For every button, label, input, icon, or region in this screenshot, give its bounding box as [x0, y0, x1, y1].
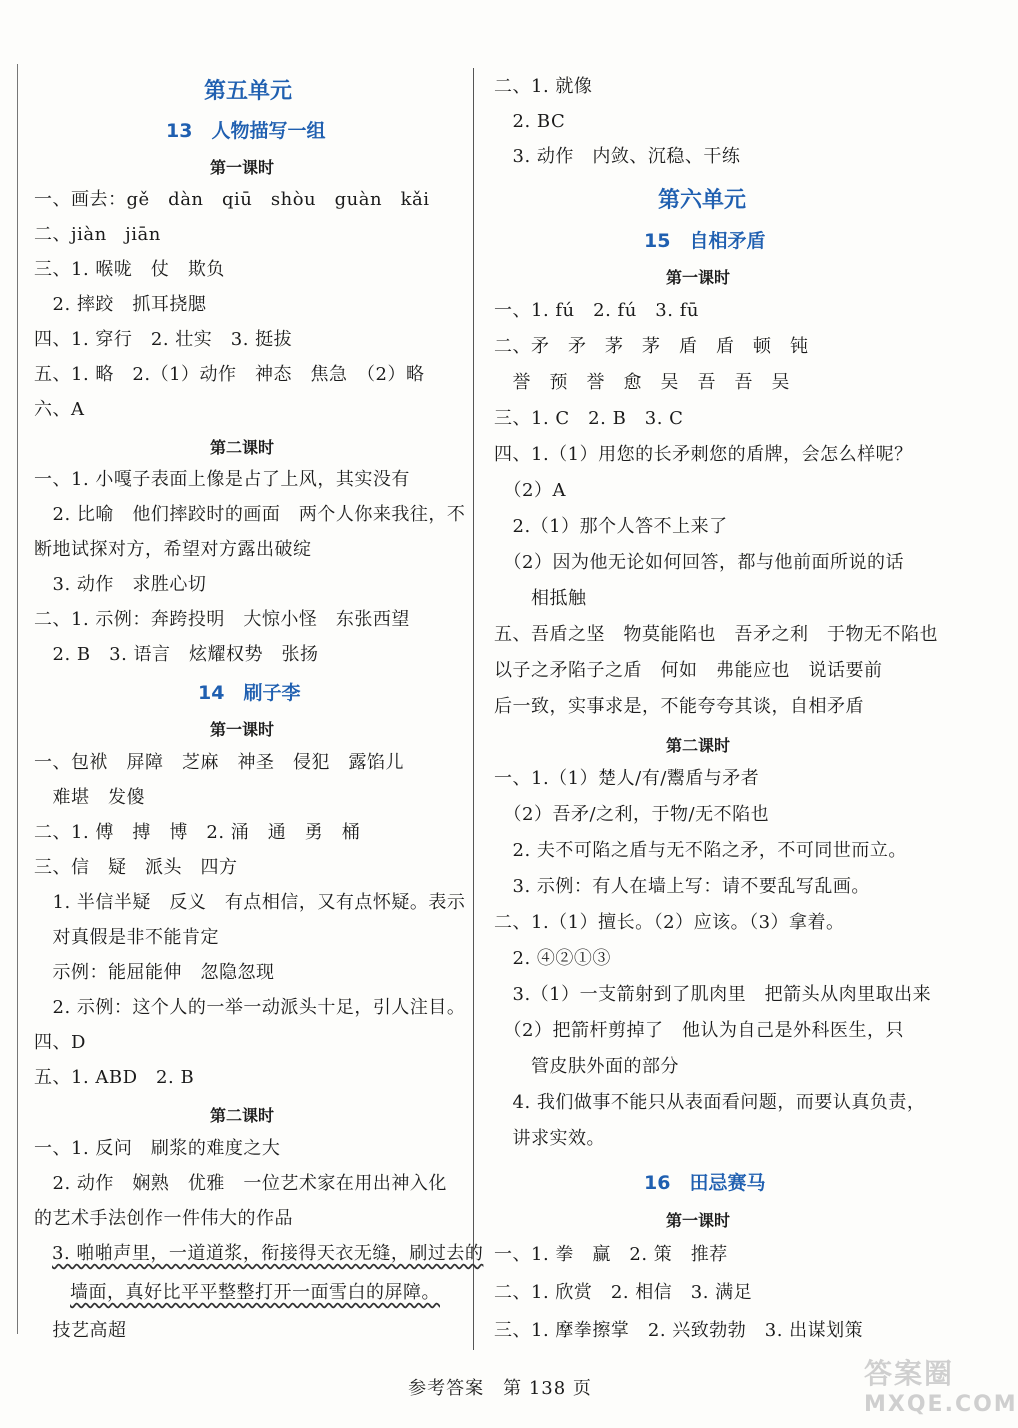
answer-line: 讲求实效。	[494, 1128, 605, 1149]
lesson-16-title: 16 田忌赛马	[644, 1172, 766, 1194]
answer-line: 4. 我们做事不能只从表面看问题，而要认真负责，	[494, 1092, 926, 1113]
margin-rule	[17, 64, 18, 1334]
answer-line: 二、1. 示例：奔跨投明 大惊小怪 东张西望	[34, 609, 410, 630]
answer-line: 3.（1）一支箭射到了肌肉里 把箭头从肉里取出来	[494, 984, 932, 1005]
answer-line: 2. 摔跤 抓耳挠腮	[34, 294, 207, 315]
unit-5-heading: 第五单元	[204, 79, 293, 104]
period-heading: 第一课时	[666, 1211, 731, 1230]
answer-line: 2.（1）那个人答不上来了	[494, 516, 728, 537]
answer-line: 示例：能屈能伸 忽隐忽现	[34, 962, 275, 983]
answer-line: （2）把箭杆剪掉了 他认为自己是外科医生，只	[494, 1020, 904, 1041]
answer-line: 五、吾盾之坚 物莫能陷也 吾矛之利 于物无不陷也	[494, 624, 938, 645]
answer-line: 2. 动作 娴熟 优雅 一位艺术家在用出神入化	[34, 1173, 447, 1194]
answer-line: 断地试探对方，希望对方露出破绽	[34, 539, 312, 560]
answer-line: 3. 动作 内敛、沉稳、干练	[494, 146, 741, 167]
answer-line: 四、1. 穿行 2. 壮实 3. 挺拔	[34, 329, 293, 350]
answer-line: 3. 动作 求胜心切	[34, 574, 207, 595]
column-divider	[473, 68, 474, 1350]
lesson-15-title: 15 自相矛盾	[644, 230, 766, 252]
page-footer: 参考答案 第 138 页	[408, 1378, 592, 1399]
unit-6-heading: 第六单元	[658, 188, 747, 213]
answer-line: 一、1. fú 2. fú 3. fū	[494, 300, 699, 321]
answer-line: 一、画去：gě dàn qiū shòu guàn kǎi	[34, 189, 430, 210]
answer-line: 技艺高超	[34, 1320, 127, 1341]
answer-line: 对真假是非不能肯定	[34, 927, 219, 948]
answer-line: 1. 半信半疑 反义 有点相信，又有点怀疑。表示	[34, 892, 466, 913]
answer-line: 难堪 发傻	[34, 787, 145, 808]
answer-line: 后一致，实事求是，不能夸夸其谈，自相矛盾	[494, 696, 864, 717]
period-heading: 第二课时	[666, 736, 731, 755]
answer-line: 三、1. 喉咙 仗 欺负	[34, 259, 225, 280]
answer-line: 二、1.（1）擅长。（2）应该。（3）拿着。	[494, 912, 845, 933]
answer-line: 二、jiàn jiān	[34, 224, 161, 245]
answer-line: 一、1. 反问 刷浆的难度之大	[34, 1138, 281, 1159]
lesson-13-title: 13 人物描写一组	[166, 120, 326, 142]
underlined-answer-line: 墙面，真好比平平整整打开一面雪白的屏障。	[70, 1282, 440, 1303]
answer-line: 2. B 3. 语言 炫耀权势 张扬	[34, 644, 319, 665]
period-heading: 第一课时	[210, 158, 275, 177]
answer-line: （2）吾矛/之利，于物/无不陷也	[494, 804, 770, 825]
period-heading: 第二课时	[210, 438, 275, 457]
watermark-url: MXQE.COM	[864, 1392, 1018, 1417]
answer-line: 管皮肤外面的部分	[494, 1056, 679, 1077]
underlined-answer-line: 3. 啪啪声里，一道道浆，衔接得天衣无缝，刷过去的	[52, 1243, 484, 1264]
answer-line: 三、1. 摩拳擦掌 2. 兴致勃勃 3. 出谋划策	[494, 1320, 864, 1341]
watermark-logo	[864, 1352, 1018, 1422]
period-heading: 第一课时	[666, 268, 731, 287]
answer-line: 一、1.（1）楚人/有/鬻盾与矛者	[494, 768, 760, 789]
answer-line: 2. BC	[494, 111, 566, 132]
answer-line: 六、A	[34, 399, 85, 420]
answer-line: 三、1. C 2. B 3. C	[494, 408, 684, 429]
answer-line: 誉 预 誉 愈 吴 吾 吾 吴	[494, 372, 790, 393]
answer-line: 二、1. 傅 搏 博 2. 涌 通 勇 桶	[34, 822, 361, 843]
period-heading: 第一课时	[210, 720, 275, 739]
answer-line: 一、1. 小嘎子表面上像是占了上风，其实没有	[34, 469, 410, 490]
answer-line: （2）因为他无论如何回答，都与他前面所说的话	[494, 552, 904, 573]
answer-line: 三、信 疑 派头 四方	[34, 857, 238, 878]
answer-line: 2. 示例：这个人的一举一动派头十足，引人注目。	[34, 997, 466, 1018]
answer-line: 一、1. 拳 赢 2. 策 推荐	[494, 1244, 728, 1265]
answer-line: 五、1. ABD 2. B	[34, 1067, 195, 1088]
answer-line: 一、包袱 屏障 芝麻 神圣 侵犯 露馅儿	[34, 752, 404, 773]
answer-line: 五、1. 略 2.（1）动作 神态 焦急 （2）略	[34, 364, 425, 385]
answer-line: 以子之矛陷子之盾 何如 弗能应也 说话要前	[494, 660, 883, 681]
answer-line: 2. 比喻 他们摔跤时的画面 两个人你来我往，不	[34, 504, 466, 525]
period-heading: 第二课时	[210, 1106, 275, 1125]
answer-line: 二、矛 矛 茅 茅 盾 盾 顿 钝	[494, 336, 809, 357]
answer-line: 二、1. 欣赏 2. 相信 3. 满足	[494, 1282, 753, 1303]
watermark-text: 答案圈	[864, 1357, 955, 1390]
answer-line: 2. 夫不可陷之盾与无不陷之矛，不可同世而立。	[494, 840, 907, 861]
answer-line: 的艺术手法创作一件伟大的作品	[34, 1208, 293, 1229]
answer-line: 相抵触	[494, 588, 587, 609]
answer-line: （2）A	[494, 480, 566, 501]
answer-line: 3. 示例：有人在墙上写：请不要乱写乱画。	[494, 876, 870, 897]
answer-line: 四、1.（1）用您的长矛刺您的盾牌，会怎么样呢？	[494, 444, 913, 465]
answer-line: 2. ④②①③	[494, 948, 611, 969]
answer-line: 四、D	[34, 1032, 86, 1053]
answer-line: 二、1. 就像	[494, 76, 593, 97]
lesson-14-title: 14 刷子李	[198, 682, 301, 704]
